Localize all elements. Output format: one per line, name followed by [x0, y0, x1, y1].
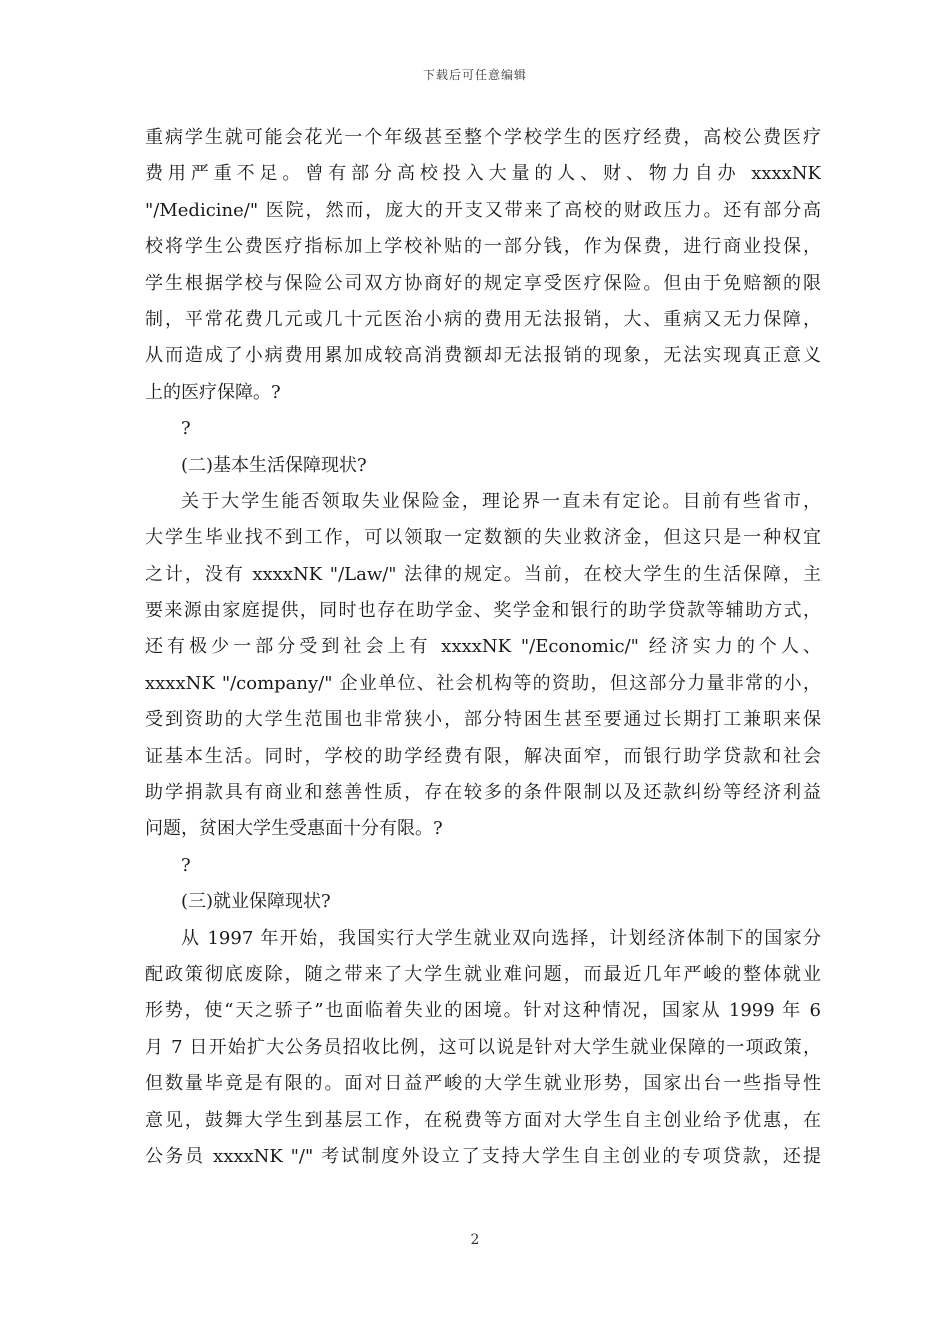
- text-line: 重病学生就可能会花光一个年级甚至整个学校学生的医疗经费，高校公费医疗: [145, 127, 821, 148]
- text-line: 公务员 xxxxNK "/" 考试制度外设立了支持大学生自主创业的专项贷款，还提: [145, 1145, 821, 1167]
- text-line: 问题，贫困大学生受惠面十分有限。?: [145, 818, 443, 840]
- text-line: 要来源由家庭提供，同时也存在助学金、奖学金和银行的助学贷款等辅助方式，: [145, 600, 821, 622]
- text-line: 月 7 日开始扩大公务员招收比例，这可以说是针对大学生就业保障的一项政策，: [145, 1036, 821, 1058]
- text-line: 意见，鼓舞大学生到基层工作，在税费等方面对大学生自主创业给予优惠，在: [145, 1109, 821, 1131]
- text-line: xxxxNK "/company/" 企业单位、社会机构等的资助，但这部分力量非常的小，: [145, 672, 821, 694]
- text-line: 学生根据学校与保险公司双方协商好的规定享受医疗保险。但由于免赔额的限: [145, 272, 821, 294]
- text-line: 但数量毕竟是有限的。面对日益严峻的大学生就业形势，国家出台一些指导性: [145, 1073, 821, 1095]
- text-line: ?: [181, 418, 191, 440]
- text-line: ?: [181, 854, 191, 876]
- text-line: 大学生毕业找不到工作，可以领取一定数额的失业救济金，但这只是一种权宜: [145, 527, 821, 549]
- text-line: 上的医疗保障。?: [145, 381, 281, 403]
- text-line: 证基本生活。同时，学校的助学经费有限，解决面窄，而银行助学贷款和社会: [145, 745, 821, 767]
- text-line: 从而造成了小病费用累加成较高消费额却无法报销的现象，无法实现真正意义: [145, 345, 821, 367]
- text-line: 费用严重不足。曾有部分高校投入大量的人、财、物力自办 xxxxNK: [145, 163, 821, 185]
- page-number: 2: [470, 1232, 480, 1248]
- section-heading: (二)基本生活保障现状?: [181, 454, 367, 476]
- page-header: 下载后可任意编辑: [422, 68, 527, 82]
- text-line: 之计，没有 xxxxNK "/Law/" 法律的规定。当前，在校大学生的生活保障，主: [145, 563, 821, 585]
- text-line: 校将学生公费医疗指标加上学校补贴的一部分钱，作为保费，进行商业投保，: [145, 236, 821, 258]
- text-line: 还有极少一部分受到社会上有 xxxxNK "/Economic/" 经济实力的个人、: [145, 636, 821, 658]
- text-line: 助学捐款具有商业和慈善性质，存在较多的条件限制以及还款纠纷等经济利益: [145, 782, 821, 804]
- text-line: 关于大学生能否领取失业保险金，理论界一直未有定论。目前有些省市，: [181, 490, 821, 512]
- text-line: 形势，使“天之骄子”也面临着失业的困境。针对这种情况，国家从 1999 年 6: [145, 1000, 821, 1022]
- text-line: 受到资助的大学生范围也非常狭小，部分特困生甚至要通过长期打工兼职来保: [145, 709, 821, 731]
- text-line: 制，平常花费几元或几十元医治小病的费用无法报销，大、重病又无力保障，: [145, 308, 821, 330]
- section-heading: (三)就业保障现状?: [181, 891, 331, 913]
- text-line: "/Medicine/" 医院，然而，庞大的开支又带来了高校的财政压力。还有部分高: [145, 199, 821, 221]
- document-body: [145, 120, 821, 1175]
- text-line: 配政策彻底废除，随之带来了大学生就业难问题，而最近几年严峻的整体就业: [145, 963, 821, 985]
- text-line: 从 1997 年开始，我国实行大学生就业双向选择，计划经济体制下的国家分: [181, 927, 821, 949]
